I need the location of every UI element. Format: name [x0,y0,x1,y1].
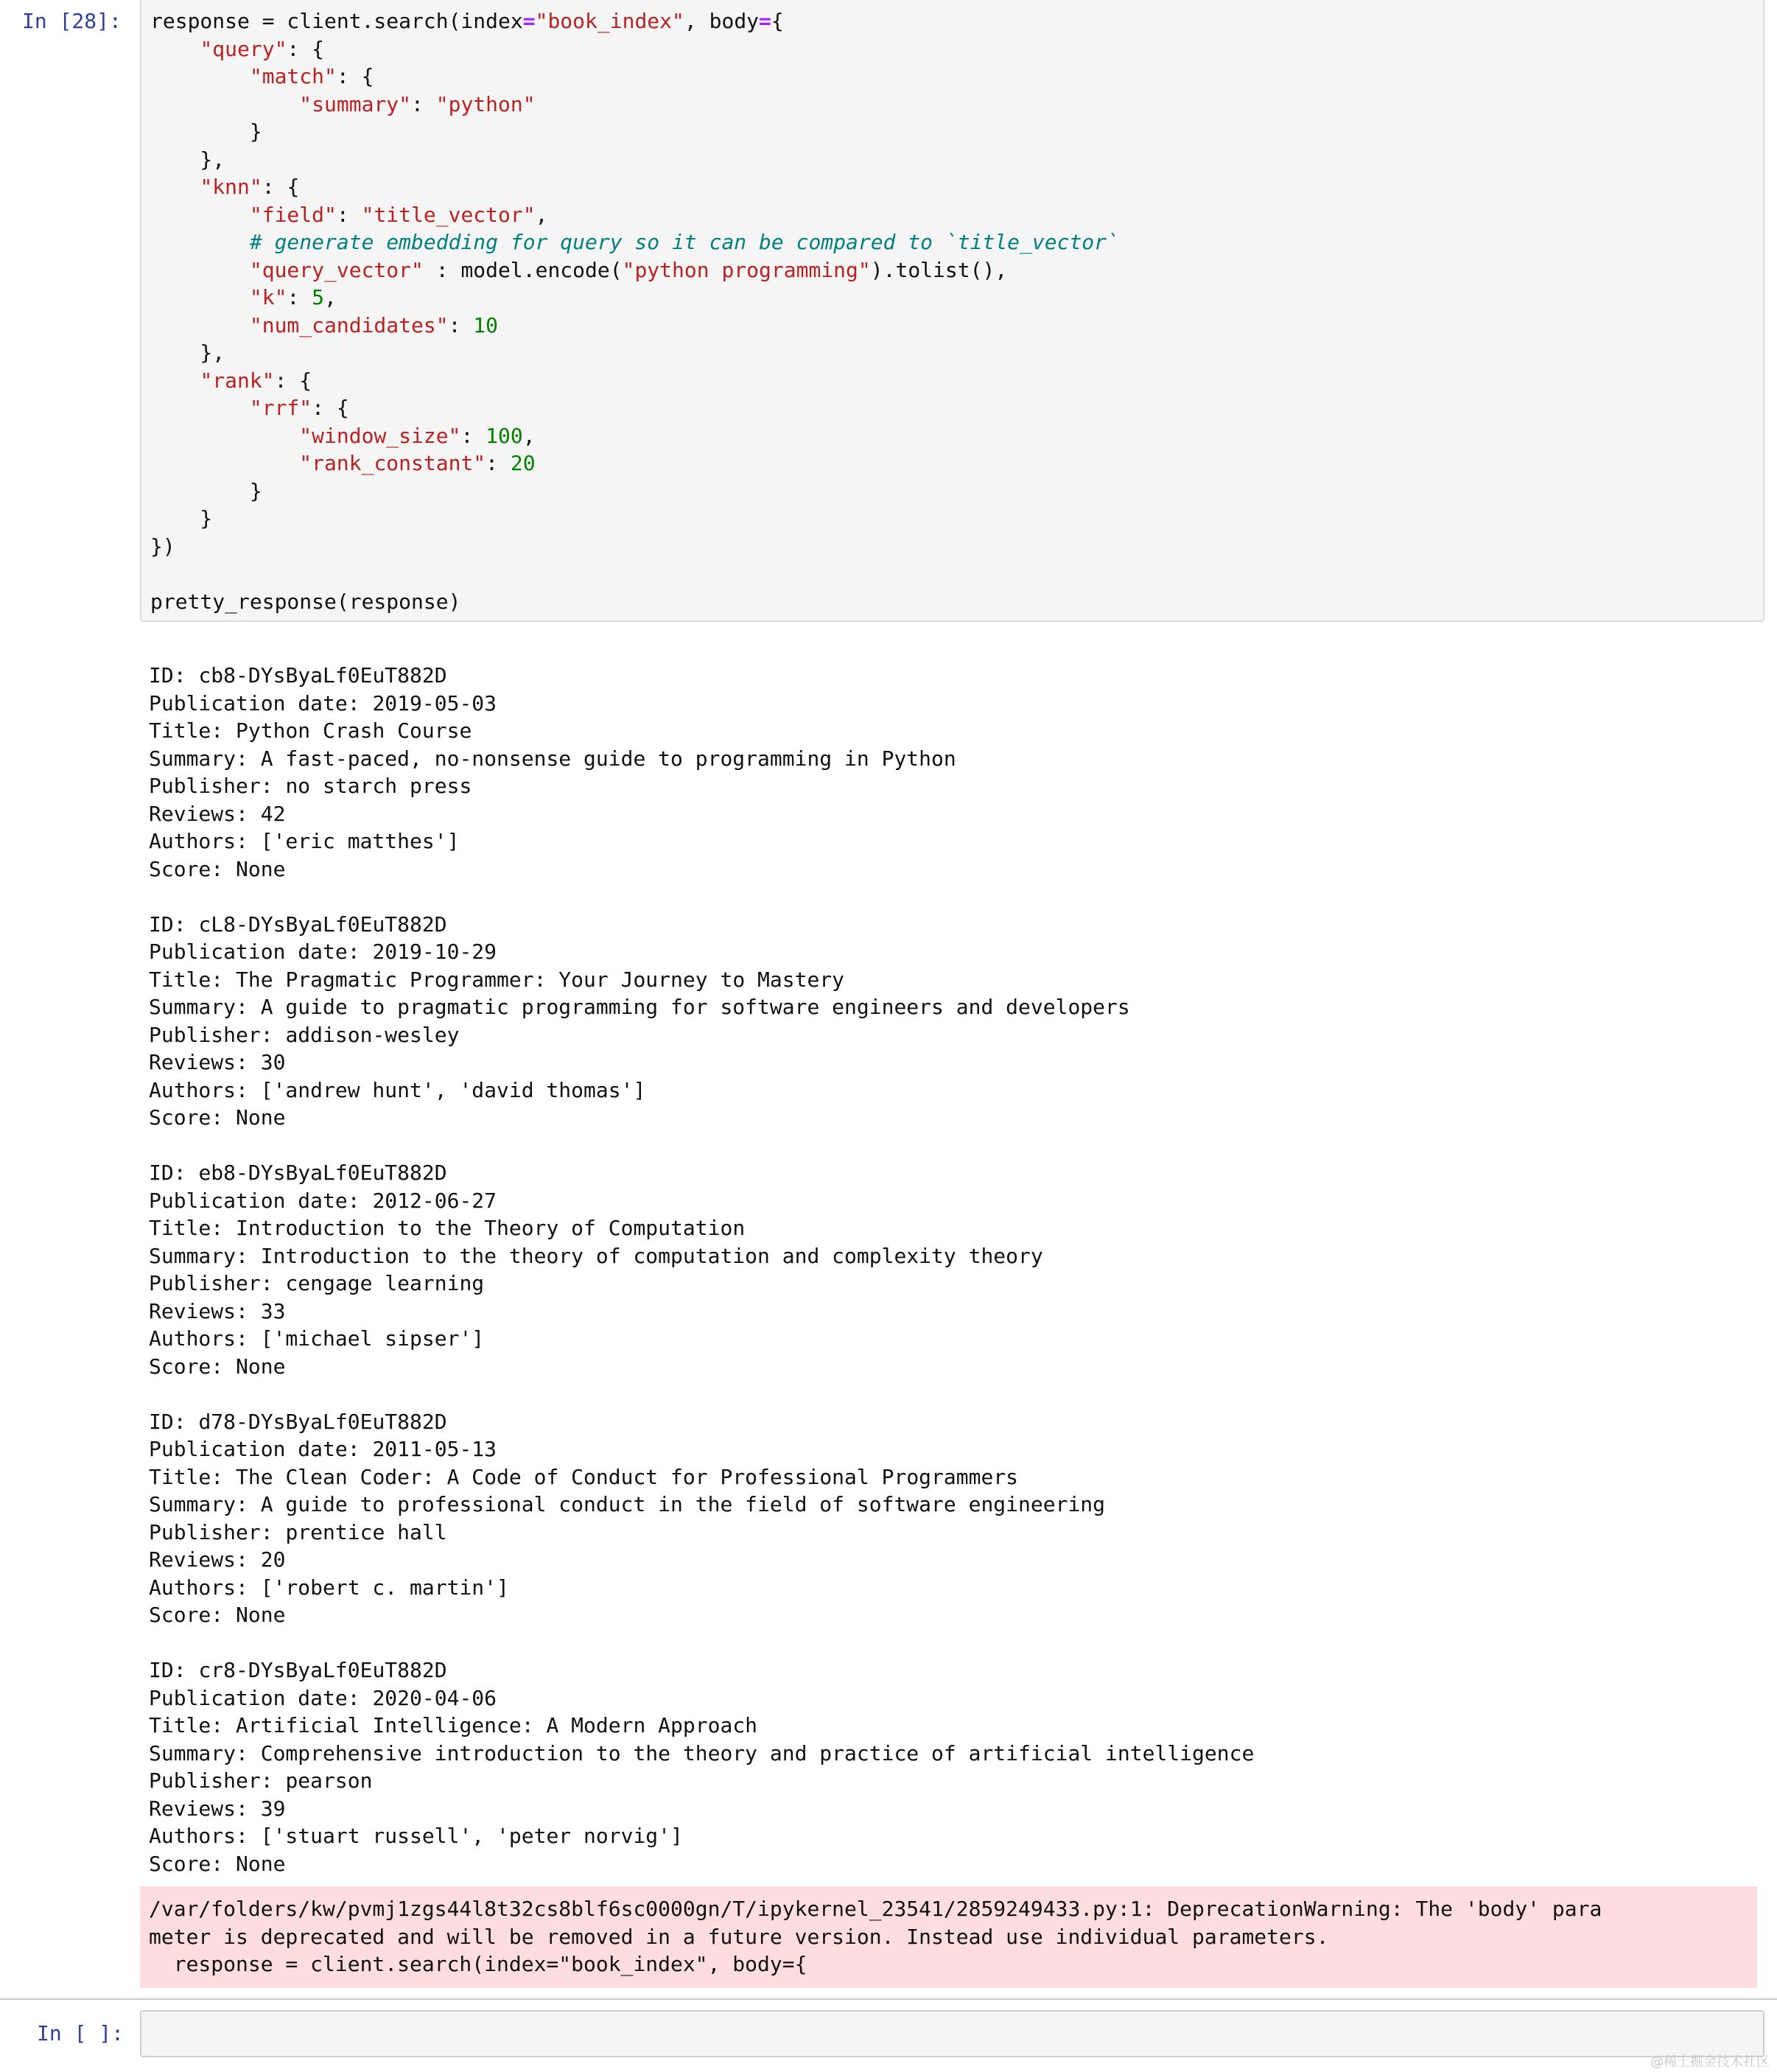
warning-line-1: /var/folders/kw/pvmj1zgs44l8t32cs8blf6sc0000gn/T/ipykernel_23541/2859249433.py:1: DeprecationWarning: The 'body' para [149,1897,1602,1921]
result-summary: Comprehensive introduction to the theory and practice of artificial intelligence [260,1740,1255,1765]
result-id: cr8-DYsByaLf0EuT882D [198,1658,447,1682]
result-title: The Clean Coder: A Code of Conduct for Professional Programmers [236,1464,1019,1489]
result-score: None [236,1603,286,1627]
result-reviews: 30 [260,1050,286,1074]
result-publication-date: 2012-06-27 [372,1188,497,1213]
cell-prompt-executed: In [28]: [22,9,122,33]
result-title: Python Crash Course [236,718,472,743]
result-authors: ['robert c. martin'] [260,1575,509,1600]
result-publication-date: 2020-04-06 [372,1685,497,1710]
result-summary: A fast-paced, no-nonsense guide to programming in Python [260,746,956,771]
result-authors: ['michael sipser'] [260,1326,485,1351]
result-authors: ['eric matthes'] [260,829,460,853]
cell-prompt-empty: In [ ]: [37,2021,125,2045]
result-record: ID: cb8-DYsByaLf0EuT882D Publication date: 2019-05-03 Title: Python Crash Course Summary: A fast-paced, no-nonsense guide to programming in Python Publisher: no starch press Reviews: 42 Authors: ['eric matthes'] Score: None [149,663,956,881]
cell-separator [0,1998,1777,2000]
result-publisher: no starch press [285,774,472,798]
result-score: None [236,1105,286,1130]
result-authors: ['stuart russell', 'peter norvig'] [260,1824,683,1848]
result-id: d78-DYsByaLf0EuT882D [198,1409,447,1434]
result-title: Artificial Intelligence: A Modern Approach [236,1713,758,1737]
result-title: Introduction to the Theory of Computation [236,1216,746,1240]
result-publication-date: 2019-10-29 [372,939,497,964]
result-summary: A guide to pragmatic programming for software engineers and developers [260,995,1130,1019]
result-record: ID: d78-DYsByaLf0EuT882D Publication date: 2011-05-13 Title: The Clean Coder: A Code of Conduct for Professional Programmers Summary: A guide to professional conduct in the field of software engineering Publisher: prentice hall Reviews: 20 Authors: ['robert c. martin'] Score: None [149,1409,1106,1627]
result-publisher: prentice hall [285,1519,447,1544]
result-score: None [236,1851,286,1876]
result-publisher: addison-wesley [285,1022,460,1047]
result-authors: ['andrew hunt', 'david thomas'] [260,1077,646,1102]
result-publication-date: 2019-05-03 [372,690,497,715]
result-id: cb8-DYsByaLf0EuT882D [198,663,447,687]
deprecation-warning [140,1886,1757,1988]
result-score: None [236,1354,286,1379]
result-record: ID: cL8-DYsByaLf0EuT882D Publication date: 2019-10-29 Title: The Pragmatic Programmer: Your Journey to Mastery Summary: A guide to pragmatic programming for software engineers and developers Publisher: addison-wesley Reviews: 30 Authors: ['andrew hunt', 'david thomas'] Score: None [149,911,1130,1130]
result-summary: A guide to professional conduct in the field of software engineering [260,1492,1106,1516]
result-id: eb8-DYsByaLf0EuT882D [198,1161,447,1185]
code-block: response = client.search(index="book_index", body={ "query": { "match": { "summary": "python" } }, "knn": { "field": "title_vector", # generate embedding for query so it can be compared to `title_vector` "query_vector" : model.encode("python programming").tolist(), "k": 5, "num_candidates": 10 }, "rank": { "rrf": { "window_size": 100, "rank_constant": 20 } } }) pretty_response(response) [150,9,1119,614]
result-id: cL8-DYsByaLf0EuT882D [198,911,447,937]
result-reviews: 42 [260,801,286,826]
result-reviews: 39 [260,1796,286,1821]
warning-line-3: response = client.search(index="book_index", body={ [149,1952,807,1976]
watermark: @稀土掘金技术社区 [1650,2054,1770,2070]
warning-line-2: meter is deprecated and will be removed in a future version. Instead use individual parameters. [149,1924,1329,1949]
result-record: ID: eb8-DYsByaLf0EuT882D Publication date: 2012-06-27 Title: Introduction to the Theory of Computation Summary: Introduction to the theory of computation and complexity theory Publisher: cengage learning Reviews: 33 Authors: ['michael sipser'] Score: None [149,1161,1043,1379]
result-record: ID: cr8-DYsByaLf0EuT882D Publication date: 2020-04-06 Title: Artificial Intelligence: A Modern Approach Summary: Comprehensive introduction to the theory and practice of artificial intelligence Publisher: pearson Reviews: 39 Authors: ['stuart russell', 'peter norvig'] Score: None [149,1658,1255,1876]
result-reviews: 20 [260,1547,286,1572]
result-summary: Introduction to the theory of computation and complexity theory [260,1243,1043,1268]
code-cell-input[interactable] [140,0,1764,622]
code-footer-line: pretty_response(response) [150,589,461,614]
result-publisher: cengage learning [285,1271,485,1295]
result-reviews: 33 [260,1298,286,1323]
result-publication-date: 2011-05-13 [372,1437,497,1461]
result-title: The Pragmatic Programmer: Your Journey to Mastery [236,967,845,992]
result-publisher: pearson [285,1768,373,1793]
empty-code-cell-input[interactable] [140,2010,1764,2057]
cell-output [149,662,1254,1877]
result-score: None [236,856,286,881]
